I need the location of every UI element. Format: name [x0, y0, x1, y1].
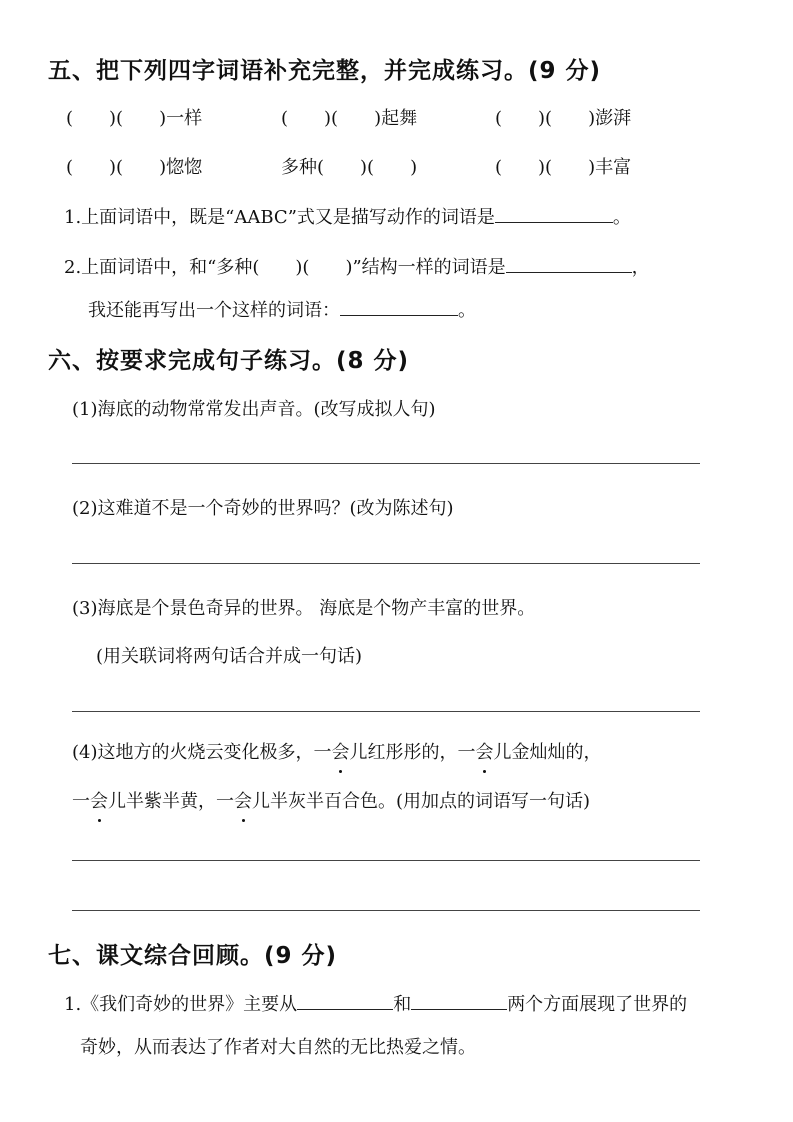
sentence-3-prompt: (3)海底是个景色奇异的世界。 海底是个物产丰富的世界。: [72, 598, 536, 619]
sec7-q1-blank-2[interactable]: [411, 991, 507, 1010]
s4-text-4: 半紫半黄，: [126, 791, 216, 812]
s4-text-5: 半灰半百合色。(用加点的词语写一句话): [270, 791, 591, 812]
sec5-q2-answer-blank[interactable]: [506, 254, 632, 273]
sentence-3-answer-line[interactable]: [72, 711, 700, 712]
sec7-question-1: [64, 990, 687, 1016]
sec7-q1-text-c: 两个方面展现了世界的: [507, 994, 688, 1015]
s4-text-1: (4)这地方的火烧云变化极多，: [72, 742, 314, 763]
sec7-q1-text-b: 和: [393, 994, 412, 1015]
idiom-3: ( )( )澎湃: [495, 108, 632, 129]
sentence-1-prompt: (1)海底的动物常常发出声音。(改写成拟人句): [72, 399, 436, 420]
sec5-q1-text: 1.上面词语中，既是“AABC”式又是描写动作的词语是: [64, 207, 495, 228]
sec5-q2-end: ，: [631, 257, 650, 278]
sec7-q1-blank-1[interactable]: [297, 991, 393, 1010]
section5-title: 五、把下列四字词语补充完整，并完成练习。(9 分): [48, 58, 602, 84]
sec5-q1-answer-blank[interactable]: [495, 204, 613, 223]
sec5-question-1: [64, 203, 631, 229]
sec7-q1-text-a: 1.《我们奇妙的世界》主要从: [64, 994, 298, 1015]
sentence-4-prompt-line1: [72, 738, 602, 764]
idiom-6: ( )( )丰富: [495, 157, 632, 178]
sentence-4-answer-line-2[interactable]: [72, 910, 700, 911]
dotted-word-2: 一会儿: [458, 738, 512, 764]
sec5-q2b-end: 。: [458, 300, 476, 321]
s4-text-3: 金灿灿的，: [511, 742, 602, 763]
sec5-q2-text: 2.上面词语中，和“多种( )( )”结构一样的词语是: [64, 257, 506, 278]
sentence-1-answer-line[interactable]: [72, 463, 700, 464]
s4-text-2: 红彤彤的，: [367, 742, 458, 763]
idiom-1: ( )( )一样: [66, 108, 203, 129]
sec5-question-2: [64, 253, 650, 279]
idiom-5: 多种( )( ): [281, 157, 418, 178]
sentence-2-answer-line[interactable]: [72, 563, 700, 564]
sec5-question-2b: [88, 296, 476, 322]
sentence-2-prompt: (2)这难道不是一个奇妙的世界吗？(改为陈述句): [72, 498, 454, 519]
section7-title: 七、课文综合回顾。(9 分): [48, 943, 338, 969]
dotted-word-1: 一会儿: [314, 738, 368, 764]
sec5-q2b-answer-blank[interactable]: [340, 297, 458, 316]
sentence-4-prompt-line2: [72, 787, 590, 813]
sec5-q1-end: 。: [612, 207, 631, 228]
sec5-q2b-text: 我还能再写出一个这样的词语：: [88, 300, 340, 321]
idiom-4: ( )( )惚惚: [66, 157, 203, 178]
section6-title: 六、按要求完成句子练习。(8 分): [48, 348, 410, 374]
sec7-question-1-cont: 奇妙，从而表达了作者对大自然的无比热爱之情。: [80, 1037, 476, 1058]
sentence-3-instruction: (用关联词将两句话合并成一句话): [96, 646, 363, 667]
dotted-word-4: 一会儿: [216, 787, 270, 813]
idiom-2: ( )( )起舞: [281, 108, 418, 129]
dotted-word-3: 一会儿: [72, 787, 126, 813]
sentence-4-answer-line-1[interactable]: [72, 860, 700, 861]
